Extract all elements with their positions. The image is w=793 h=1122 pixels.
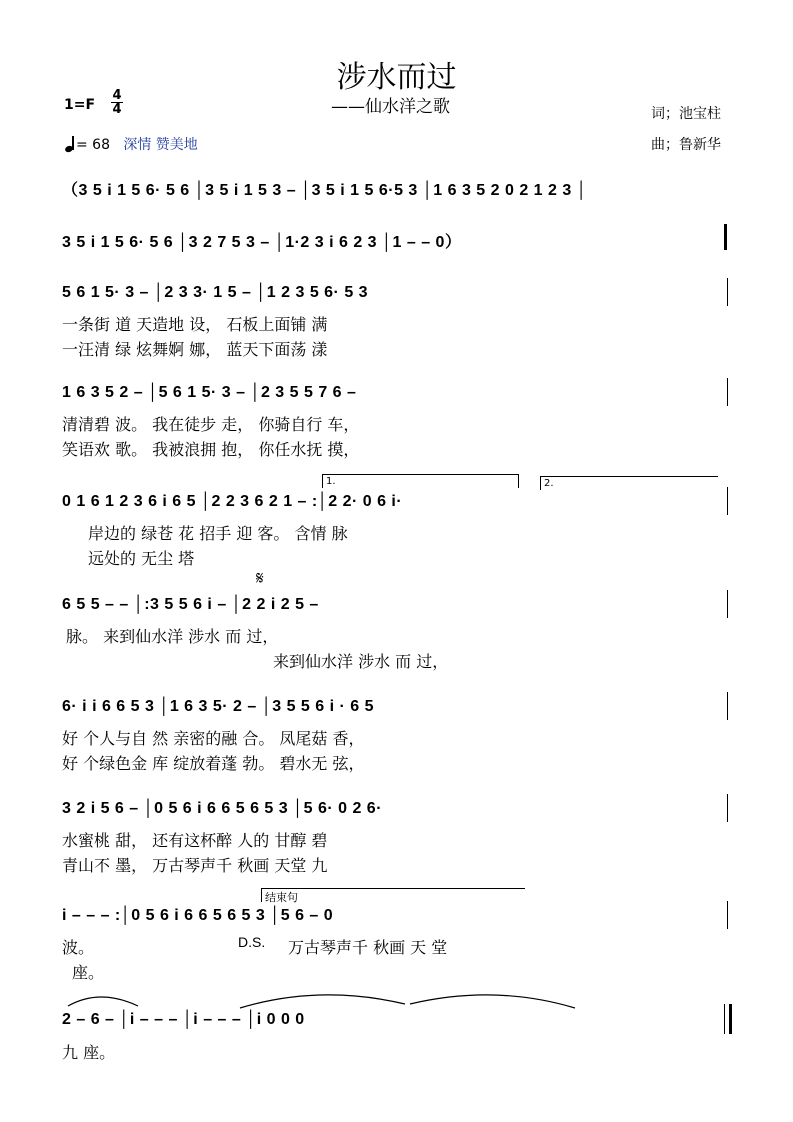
staff-line-8: 3 2 i 5 6 – │0 5 6 i 6 6 5 6 5 3 │5 6· 0 2 6·	[62, 800, 383, 817]
segno-sign: 𝄋	[256, 568, 264, 589]
tie-arc	[410, 995, 575, 1008]
staff-line-2: 3 5 i 1 5 6· 5 6 │3 2 7 5 3 – │1·2 3 i 6 2 3 │1 – – 0）	[62, 234, 462, 251]
dal-segno-mark: D.S.	[238, 934, 266, 950]
lyric-line-5a: 岸边的 绿苍 花 招手 迎 客。 含情 脉	[88, 524, 348, 543]
lyric-line-9b: 座。	[72, 963, 105, 982]
composer-credit: 曲；鲁新华	[651, 137, 721, 153]
lyric-line-8b: 青山不 墨， 万古琴声千 秋画 天堂 九	[62, 856, 328, 875]
bar-line	[727, 278, 728, 306]
staff-line-7: 6· i i 6 6 5 3 │1 6 3 5· 2 – │3 5 5 6 i · 6 5	[62, 698, 374, 715]
coda-bracket-start	[261, 888, 262, 902]
lyric-line-7a: 好 个人与自 然 亲密的融 合。 凤尾菇 香，	[62, 729, 365, 748]
quarter-note-icon	[64, 136, 76, 152]
lyric-line-3a: 一条街 道 天造地 设， 石板上面铺 满	[62, 315, 328, 334]
volta-number-2: 2.	[544, 478, 554, 489]
staff-line-5: 0 1 6 1 2 3 6 i 6 5 │2 2 3 6 2 1 – :│2 2· 0 6 i·	[62, 493, 403, 510]
lyric-line-9a: 波。	[62, 938, 95, 957]
tie-arc	[240, 995, 405, 1008]
tie-arc	[68, 997, 138, 1006]
bar-line	[724, 224, 727, 250]
lyric-line-6b: 来到仙水洋 涉水 而 过，	[273, 652, 449, 671]
coda-label: 结束句	[265, 891, 298, 904]
lyric-line-5b: 远处的 无尘 塔	[88, 549, 195, 568]
coda-bracket	[261, 888, 525, 889]
time-signature-bottom: 4	[112, 102, 122, 117]
expression-text: 深情 赞美地	[123, 137, 198, 153]
lyric-line-8a: 水蜜桃 甜， 还有这杯醉 人的 甘醇 碧	[62, 831, 328, 850]
time-signature	[111, 89, 123, 116]
lyric-line-7b: 好 个绿色金 库 绽放着蓬 勃。 碧水无 弦，	[62, 754, 365, 773]
tempo-marking	[64, 134, 198, 154]
lyric-line-3b: 一汪清 绿 炫舞婀 娜， 蓝天下面荡 漾	[62, 340, 328, 359]
bar-line	[727, 590, 728, 618]
song-subtitle: ——仙水洋之歌	[331, 97, 450, 117]
bar-line	[727, 487, 728, 515]
staff-line-9: i – – – :│0 5 6 i 6 6 5 6 5 3 │5 6 – 0	[62, 907, 334, 924]
time-signature-top: 4	[112, 88, 122, 103]
bar-line	[727, 378, 728, 406]
staff-line-3: 5 6 1 5· 3 – │2 3 3· 1 5 – │1 2 3 5 6· 5 3	[62, 284, 369, 301]
volta-bracket-1	[322, 474, 518, 475]
staff-line-10: 2 – 6 – │i – – – │i – – – │i 0 0 0	[62, 1011, 305, 1028]
lyric-line-4a: 清清碧 波。 我在徒步 走， 你骑自行 车，	[62, 415, 360, 434]
lyric-line-10: 九 座。	[62, 1043, 116, 1062]
bar-line	[727, 901, 728, 929]
volta-bracket-2-start	[540, 476, 541, 490]
volta-bracket-2	[540, 476, 718, 477]
volta-bracket-1-start	[322, 474, 323, 488]
song-title: 涉水而过	[336, 60, 457, 95]
volta-number-1: 1.	[326, 476, 336, 487]
lyric-line-4b: 笑语欢 歌。 我被浪拥 抱， 你任水抚 摸，	[62, 440, 360, 459]
bar-line	[727, 692, 728, 720]
lyric-line-9c: 万古琴声千 秋画 天 堂	[288, 938, 448, 957]
volta-bracket-1-end	[518, 474, 519, 488]
final-bar-thin	[724, 1004, 725, 1034]
staff-line-6: 6 5 5 – – │:3 5 5 6 i – │2 2 i 2 5 –	[62, 596, 319, 613]
staff-line-1: （3 5 i 1 5 6· 5 6 │3 5 i 1 5 3 – │3 5 i 1 5 6·5 3 │1 6 3 5 2 0 2 1 2 3 │	[62, 182, 588, 199]
lyricist-credit: 词；池宝柱	[651, 106, 721, 122]
bar-line	[727, 794, 728, 822]
lyric-line-6a: 脉。 来到仙水洋 涉水 而 过，	[66, 627, 279, 646]
staff-line-4: 1 6 3 5 2 – │5 6 1 5· 3 – │2 3 5 5 7 6 –	[62, 384, 357, 401]
final-bar-thick	[729, 1004, 732, 1034]
key-signature: 1=F	[64, 97, 96, 113]
tempo-value: = 68	[76, 137, 110, 153]
